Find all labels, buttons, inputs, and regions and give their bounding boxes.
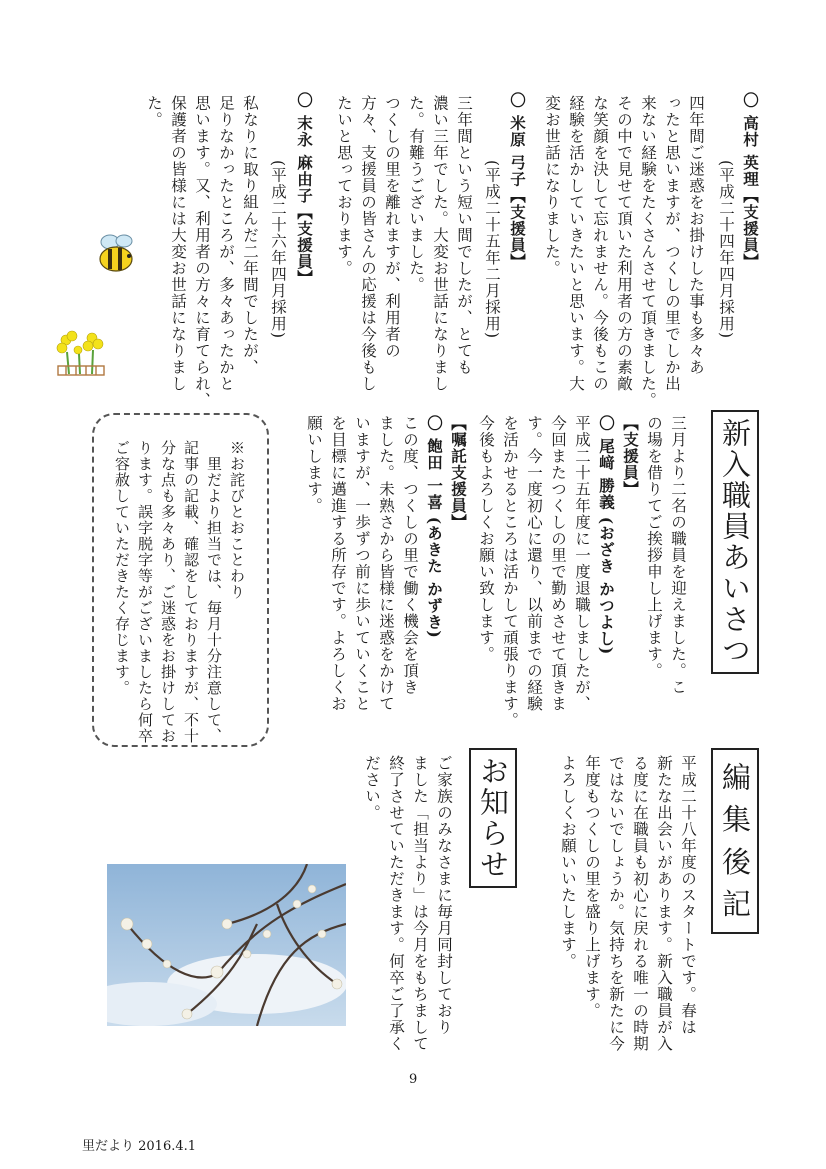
akita-text: この度、つくしの里で働く機会を頂き ました。未熟さから皆様に迷惑をかけて いますが、一歩ずつ前に歩いていくこと を目標に邁進する所存です。よろしくお 願いします。 [305,415,419,712]
bee-illustration [92,232,140,276]
shien-label: 【支援員】 [621,415,640,498]
announcement-text: ご家族のみなさまに毎月同封しており ました「担当より」は今月をもちまして 終了させていただきます。何卒ご了承く ださい。 [363,755,453,1052]
rapeseed-flowers-illustration [52,326,110,380]
takamura-date: (平成二十四年四月採用) [717,160,735,340]
ozaki-text: 平成二十五年度に一度退職しましたが、 今回またつくしの里で勤めさせて頂きま す。今一度初心に還り、以前までの経験 を活かせるところは活かして頑張ります。 今後もよろしくお願い致します。 [477,415,591,729]
takamura-name: 〇 高村 英理【支援員】 [741,92,760,270]
yonehara-date: (平成二十五年二月採用) [483,160,501,340]
suenaga-date: (平成二十六年四月採用) [269,160,287,340]
editors-note-heading: 編 集 後 記 [711,748,759,934]
yonehara-text: 三年間という短い間でしたが、とても 濃い三年でした。大変お世話になりまし た。有難うございました。 つくしの里を離れますが、利用者の 方々、支援員の皆さんの応援は今後もし たいと思っております。 [335,95,473,392]
ozaki-name: 〇 尾﨑 勝義 (おざき かつよし) [597,415,616,656]
new-staff-intro: 三月より二名の職員を迎えました。こ の場を借りてご挨拶申し上げます。 [645,415,687,696]
yonehara-name: 〇 米原 弓子【支援員】 [508,92,527,270]
suenaga-name: 〇 末永 麻由子【支援員】 [295,92,314,287]
suenaga-text: 私なりに取り組んだ二年間でしたが、 足りなかったところが、多々あったかと 思います。又、利用者の方々に育てられ、 保護者の皆様には大変お世話になりまし た。 [145,95,259,409]
page-number: 9 [409,1072,418,1087]
announcement-heading: お知らせ [469,748,517,888]
apology-notice-text: ※お詫びとおことわり 里だより担当では、毎月十分注意して、 記事の記載、確認をしておりますが、不十 分な点も多々あり、ご迷惑をお掛けしてお ります。誤字脱字等がございましたら何卒 ご容赦していただきたく存じます。 [113,440,246,744]
shokutaku-label: 【嘱託支援員】 [449,415,468,531]
akita-name: 〇 飽田 一喜 (あきた かずき) [425,415,444,639]
editors-note-text: 平成二十八年度のスタートです。春は 新たな出会いがあります。新入職員が入 る度に在職員も初心に戻れる唯一の時期 ではないでしょうか。気持ちを新たに今 年度もつくしの里を盛り上げます。 よろしくお願いいたします。 [559,755,697,1052]
new-staff-greeting-heading: 新入職員あいさつ [711,410,759,674]
takamura-text: 四年間ご迷惑をお掛けした事も多々あ ったと思いますが、つくしの里でしか出 来ない経験をたくさんさせて頂きました。 その中で見せて頂いた利用者の方の素敵 な笑顔を決して忘れません。今後もこの 経験を活かしていきたいと思います。大 変お世話になりました。 [543,95,705,409]
magnolia-photo-graphic [107,864,346,1026]
magnolia-photo [107,864,346,1026]
publication-footer: 里だより 2016.4.1 [82,1139,197,1154]
